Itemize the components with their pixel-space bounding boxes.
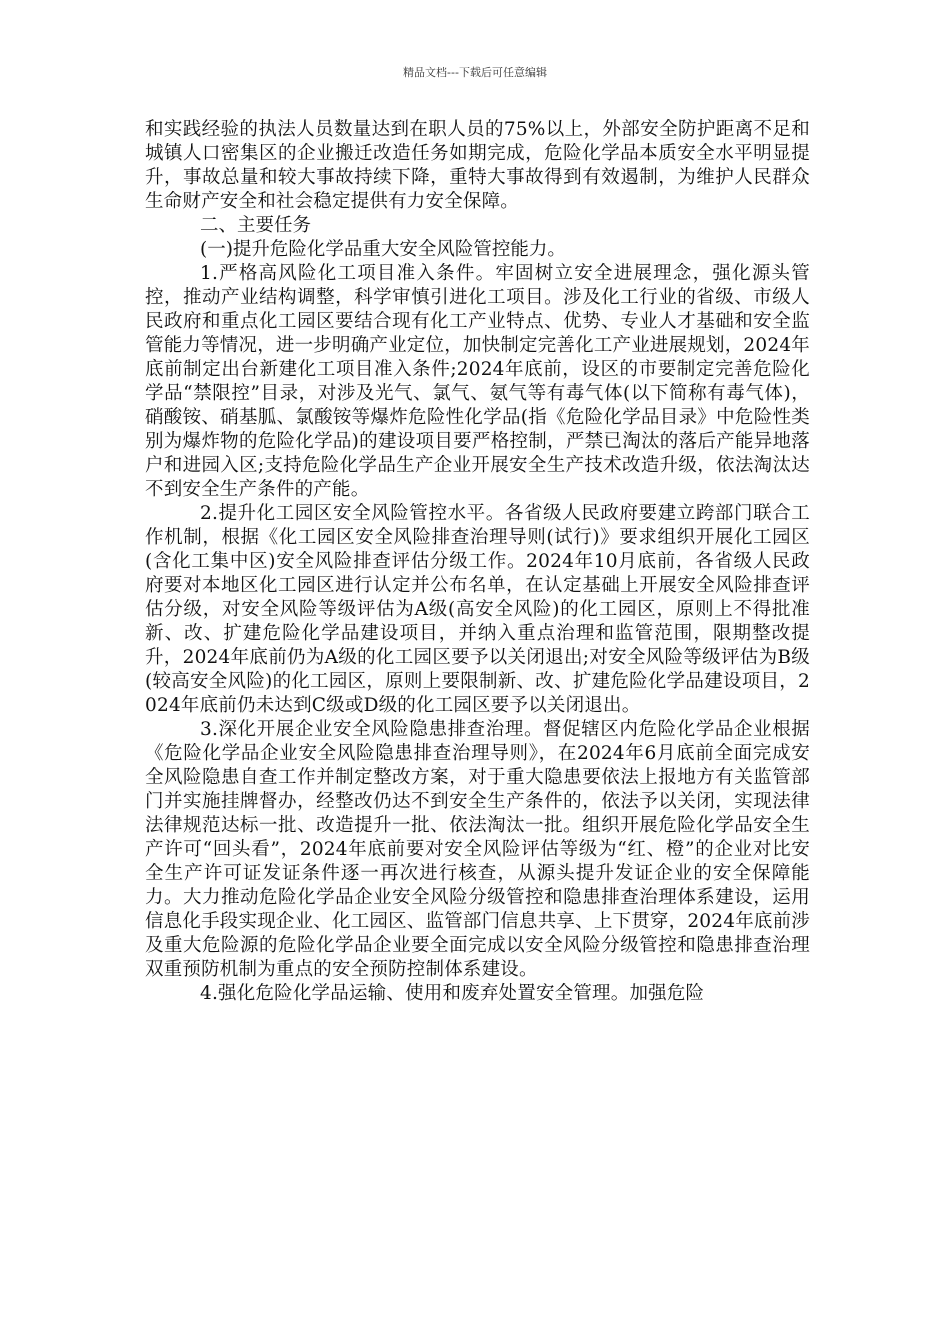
- task-item-3: 3.深化开展企业安全风险隐患排查治理。督促辖区内危险化学品企业根据《危险化学品企业安全风险隐患排查治理导则》，在2024年6月底前全面完成安全风险隐患自查工作并制定整改方案，对于重大隐患要依法上报地方有关监管部门并实施挂牌督办，经整改仍达不到安全生产条件的，依法予以关闭，实现法律法律规范达标一批、改造提升一批、依法淘汰一批。组织开展危险化学品安全生产许可“回头看”，2024年底前要对安全风险评估等级为“红、橙”的企业对比安全生产许可证发证条件逐一再次进行核查，从源头提升发证企业的安全保障能力。大力推动危险化学品企业安全风险分级管控和隐患排查治理体系建设，运用信息化手段实现企业、化工园区、监管部门信息共享、上下贯穿，2024年底前涉及重大危险源的危险化学品企业要全面完成以安全风险分级管控和隐患排查治理双重预防机制为重点的安全预防控制体系建设。: [145, 719, 810, 980]
- document-body: [145, 118, 810, 1006]
- task-item-1: 1.严格高风险化工项目准入条件。牢固树立安全进展理念，强化源头管控，推动产业结构调整，科学审慎引进化工项目。涉及化工行业的省级、市级人民政府和重点化工园区要结合现有化工产业特点、优势、专业人才基础和安全监管能力等情况，进一步明确产业定位，加快制定完善化工产业进展规划，2024年底前制定出台新建化工项目准入条件;2024年底前，设区的市要制定完善危险化学品“禁限控”目录，对涉及光气、氯气、氨气等有毒气体(以下简称有毒气体)，硝酸铵、硝基胍、氯酸铵等爆炸危险性化学品(指《危险化学品目录》中危险性类别为爆炸物的危险化学品)的建设项目要严格控制，严禁已淘汰的落后产能异地落户和进园入区;支持危险化学品生产企业开展安全生产技术改造升级，依法淘汰达不到安全生产条件的产能。: [145, 263, 810, 500]
- section-title: 二、主要任务: [200, 215, 312, 236]
- task-item-2: 2.提升化工园区安全风险管控水平。各省级人民政府要建立跨部门联合工作机制，根据《化工园区安全风险排查治理导则(试行)》要求组织开展化工园区(含化工集中区)安全风险排查评估分级工作。2024年10月底前，各省级人民政府要对本地区化工园区进行认定并公布名单，在认定基础上开展安全风险排查评估分级，对安全风险等级评估为A级(高安全风险)的化工园区，原则上不得批准新、改、扩建危险化学品建设项目，并纳入重点治理和监管范围，限期整改提升，2024年底前仍为A级的化工园区要予以关闭退出;对安全风险等级评估为B级(较高安全风险)的化工园区，原则上要限制新、改、扩建危险化学品建设项目，2024年底前仍未达到C级或D级的化工园区要予以关闭退出。: [145, 503, 810, 716]
- task-item-4: 4.强化危险化学品运输、使用和废弃处置安全管理。加强危险: [200, 983, 705, 1004]
- page-header: 精品文档---下载后可任意编辑: [403, 66, 547, 79]
- intro-paragraph: 和实践经验的执法人员数量达到在职人员的75%以上，外部安全防护距离不足和城镇人口密集区的企业搬迁改造任务如期完成，危险化学品本质安全水平明显提升，事故总量和较大事故持续下降，重特大事故得到有效遏制，为维护人民群众生命财产安全和社会稳定提供有力安全保障。: [145, 119, 810, 212]
- subsection-title: (一)提升危险化学品重大安全风险管控能力。: [200, 239, 566, 260]
